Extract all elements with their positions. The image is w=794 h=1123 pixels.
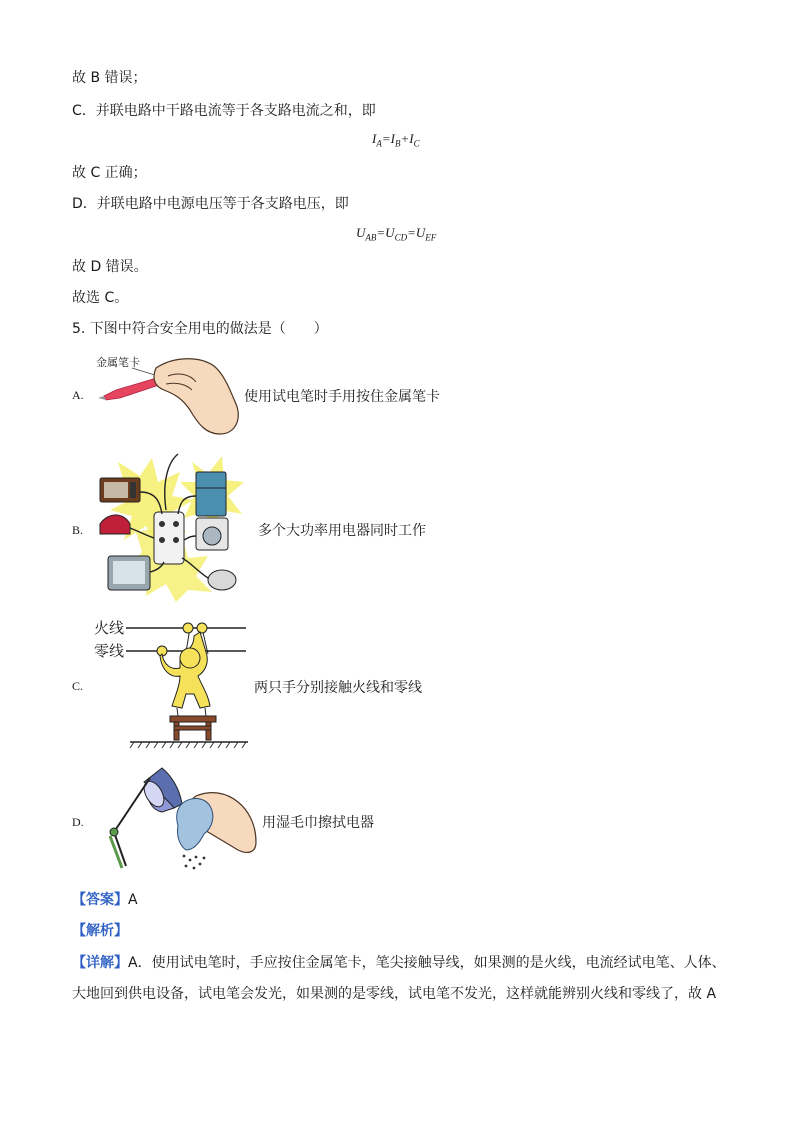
option-b-text: 多个大功率用电器同时工作	[258, 523, 426, 539]
option-b-letter: B.	[72, 523, 84, 537]
detail-text-1: A．使用试电笔时，手应按住金属笔卡，笔尖接触导线，如果测的是火线，电流经试电笔、人体、	[128, 955, 726, 971]
option-c-figure	[94, 614, 250, 750]
lamp-wet-towel-icon	[100, 762, 258, 872]
analysis-label: 【解析】	[72, 923, 128, 939]
text-c-correct: 故 C 正确；	[72, 165, 147, 181]
tester-pen-hand-icon	[96, 352, 246, 436]
answer-line	[72, 889, 138, 909]
text-choose-c: 故选 C。	[72, 290, 129, 306]
text-b-wrong: 故 B 错误；	[72, 70, 147, 86]
option-d-text: 用湿毛巾擦拭电器	[262, 815, 374, 831]
text-d-statement: D．并联电路中电源电压等于各支路电压，即	[72, 196, 349, 212]
equation-current: $I_A=I_B+I_C$	[372, 131, 420, 149]
option-d-letter: D.	[72, 815, 84, 829]
detail-line-2: 大地回到供电设备，试电笔会发光，如果测的是零线，试电笔不发光，这样就能辨别火线和零线了，故 A	[72, 986, 717, 1002]
option-a-figure	[96, 352, 246, 436]
live-wire-label: 火线	[94, 619, 125, 637]
question-5: 5. 下图中符合安全用电的做法是（ ）	[72, 321, 328, 337]
analysis-line	[72, 920, 128, 940]
detail-line-1	[72, 952, 726, 972]
text-d-wrong: 故 D 错误。	[72, 259, 148, 275]
metal-clip-label: 金属笔卡	[96, 356, 140, 369]
option-c-text: 两只手分别接触火线和零线	[254, 680, 422, 696]
text-c-statement: C．并联电路中干路电流等于各支路电流之和，即	[72, 103, 376, 119]
answer-label: 【答案】	[72, 892, 128, 908]
person-touching-wires-icon	[94, 614, 250, 750]
answer-value: A	[128, 892, 138, 908]
option-a-text: 使用试电笔时手用按住金属笔卡	[244, 389, 440, 405]
neutral-wire-label: 零线	[94, 642, 125, 660]
equation-voltage: $U_{AB}=U_{CD}=U_{EF}$	[356, 225, 437, 243]
option-a-letter: A.	[72, 388, 84, 402]
option-d-figure	[100, 762, 258, 872]
option-c-letter: C.	[72, 679, 84, 693]
detail-label: 【详解】	[72, 955, 128, 971]
overloaded-outlet-icon	[96, 452, 246, 602]
option-b-figure	[96, 452, 246, 602]
